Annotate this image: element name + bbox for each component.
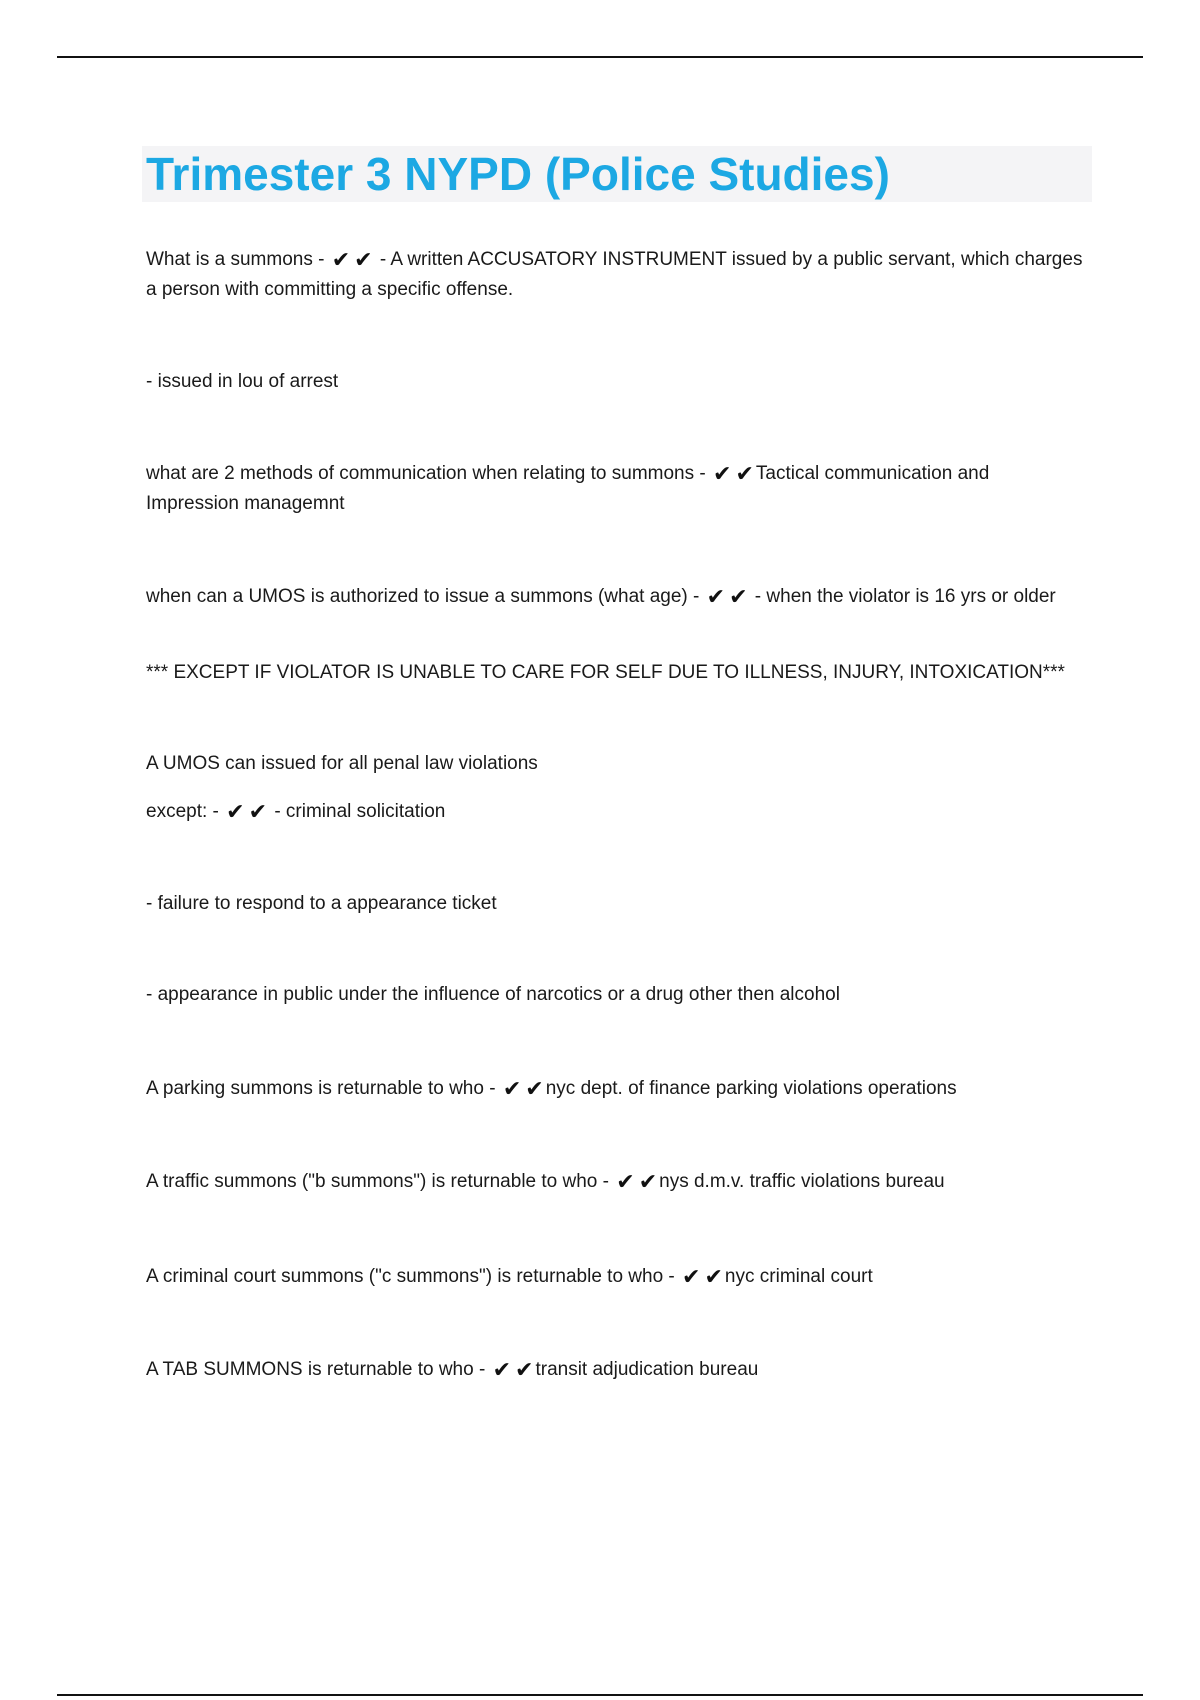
answer-text: nyc criminal court	[724, 1266, 873, 1287]
answer-text: Tactical communication and Impression managemnt	[146, 463, 990, 514]
check-icon: ✔	[226, 800, 245, 825]
question-text: What is a summons -	[146, 249, 325, 270]
question-text: when can a UMOS is authorized to issue a summons (what age) -	[146, 586, 700, 607]
note-issued-in-lieu: - issued in lou of arrest	[146, 371, 339, 392]
page-title: Trimester 3 NYPD (Police Studies)	[146, 148, 890, 200]
check-icon: ✔	[354, 248, 373, 273]
question-text: except: -	[146, 801, 219, 822]
qa-parking-summons	[146, 1074, 1086, 1104]
question-text: A parking summons is returnable to who -	[146, 1078, 496, 1099]
answer-text: - when the violator is 16 yrs or older	[754, 586, 1056, 607]
qa-authorized-age	[146, 582, 1086, 612]
check-icon: ✔	[704, 1265, 723, 1290]
qa-communication-methods	[146, 459, 1086, 519]
check-icon: ✔	[638, 1170, 658, 1195]
check-icon: ✔	[616, 1170, 635, 1195]
check-icon: ✔	[492, 1358, 512, 1383]
question-text: A criminal court summons ("c summons") is returnable to who -	[146, 1266, 675, 1287]
check-icon: ✔	[331, 248, 351, 273]
qa-except	[146, 797, 1086, 827]
check-icon: ✔	[502, 1077, 522, 1102]
answer-text: - A written ACCUSATORY INSTRUMENT issued by a public servant, which charges a person with committing a specific offense.	[146, 249, 1083, 300]
qa-summons-definition	[146, 245, 1086, 305]
note-narcotics: - appearance in public under the influence of narcotics or a drug other then alcohol	[146, 984, 840, 1005]
check-icon: ✔	[706, 585, 726, 610]
answer-text: nyc dept. of finance parking violations operations	[545, 1078, 957, 1099]
answer-text: nys d.m.v. traffic violations bureau	[659, 1171, 945, 1192]
note-exception: *** EXCEPT IF VIOLATOR IS UNABLE TO CARE FOR SELF DUE TO ILLNESS, INJURY, INTOXICATION***	[146, 662, 1065, 683]
qa-criminal-court-summons	[146, 1262, 1086, 1292]
check-icon: ✔	[682, 1265, 701, 1290]
bottom-rule	[57, 1694, 1143, 1696]
check-icon: ✔	[515, 1358, 534, 1383]
question-text: what are 2 methods of communication when relating to summons -	[146, 463, 706, 484]
check-icon: ✔	[713, 462, 732, 487]
check-icon: ✔	[248, 800, 268, 825]
note-appearance-ticket: - failure to respond to a appearance ticket	[146, 893, 497, 914]
answer-text: - criminal solicitation	[274, 801, 446, 822]
answer-text: transit adjudication bureau	[535, 1359, 759, 1380]
check-icon: ✔	[525, 1077, 544, 1102]
top-rule	[57, 56, 1143, 58]
qa-tab-summons	[146, 1355, 1086, 1385]
note-penal-law: A UMOS can issued for all penal law violations	[146, 753, 538, 774]
check-icon: ✔	[729, 585, 748, 610]
question-text: A TAB SUMMONS is returnable to who -	[146, 1359, 486, 1380]
question-text: A traffic summons ("b summons") is returnable to who -	[146, 1171, 609, 1192]
check-icon: ✔	[735, 462, 754, 487]
qa-traffic-summons	[146, 1167, 1086, 1197]
